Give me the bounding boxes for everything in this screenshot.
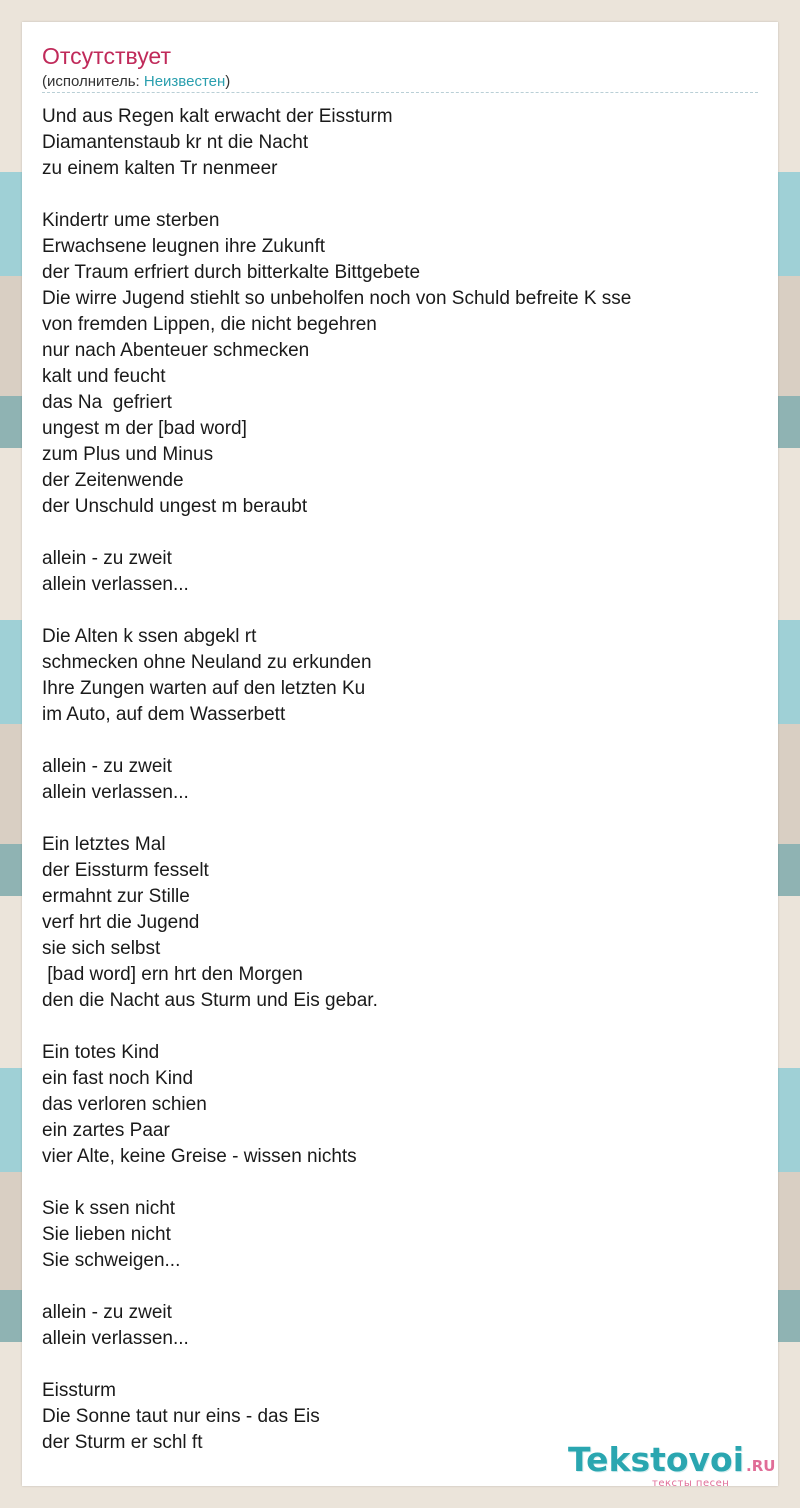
lyric-line [42,806,758,832]
lyric-line [42,520,758,546]
lyric-line: der Zeitenwende [42,470,184,491]
logo-tagline: тексты песен [652,1478,730,1489]
lyric-line: zu einem kalten Tr nenmeer [42,158,278,179]
lyric-line: Die wirre Jugend stiehlt so unbeholfen noch von Schuld befreite K sse [42,288,632,309]
lyric-line: Diamantenstaub kr nt die Nacht [42,132,309,153]
lyric-line: Die Alten k ssen abgekl rt [42,626,257,647]
lyric-line: vier Alte, keine Greise - wissen nichts [42,1146,357,1167]
lyric-line: der Eissturm fesselt [42,860,209,881]
lyric-line: Und aus Regen kalt erwacht der Eissturm [42,106,393,127]
lyric-line: allein verlassen... [42,1328,189,1349]
lyric-line [42,598,758,624]
lyric-line: ermahnt zur Stille [42,886,190,907]
lyric-line: der Unschuld ungest m beraubt [42,496,308,517]
lyric-line: ein zartes Paar [42,1120,170,1141]
lyric-line: [bad word] ern hrt den Morgen [42,964,303,985]
lyric-line: zum Plus und Minus [42,444,214,465]
lyric-line: allein verlassen... [42,782,189,803]
lyric-line: Erwachsene leugnen ihre Zukunft [42,236,326,257]
lyric-line: ein fast noch Kind [42,1068,194,1089]
site-logo[interactable] [568,1440,776,1489]
title-divider [42,92,758,93]
lyric-line: der Traum erfriert durch bitterkalte Bittgebete [42,262,421,283]
lyric-line [42,1352,758,1378]
lyric-line: von fremden Lippen, die nicht begehren [42,314,377,335]
lyric-line: Sie k ssen nicht [42,1198,176,1219]
lyric-line: Sie schweigen... [42,1250,181,1271]
lyric-line: allein - zu zweit [42,1302,172,1323]
lyric-line: sie sich selbst [42,938,161,959]
lyric-line: im Auto, auf dem Wasserbett [42,704,286,725]
lyric-line: Kindertr ume sterben [42,210,220,231]
lyric-line: der Sturm er schl ft [42,1432,203,1453]
lyric-line [42,728,758,754]
lyric-line: Ein totes Kind [42,1042,160,1063]
artist-suffix: ) [225,73,231,90]
lyric-line: Ihre Zungen warten auf den letzten Ku [42,678,366,699]
lyric-line: kalt und feucht [42,366,166,387]
lyric-line: allein verlassen... [42,574,189,595]
lyric-line: allein - zu zweit [42,756,172,777]
artist-link[interactable]: Неизвестен [143,73,226,90]
lyric-line [42,1014,758,1040]
lyric-line: ungest m der [bad word] [42,418,247,439]
lyric-line: Die Sonne taut nur eins - das Eis [42,1406,320,1427]
song-title: Отсутствует [42,43,171,69]
lyric-line [42,1274,758,1300]
logo-tld: .RU [746,1457,776,1475]
lyric-line: nur nach Abenteuer schmecken [42,340,310,361]
lyric-line: Sie lieben nicht [42,1224,171,1245]
lyric-line: allein - zu zweit [42,548,172,569]
lyric-line: das verloren schien [42,1094,207,1115]
logo-brand: Tekstovoi [568,1440,745,1479]
lyric-line: schmecken ohne Neuland zu erkunden [42,652,372,673]
lyric-line [42,1170,758,1196]
lyric-line: verf hrt die Jugend [42,912,200,933]
lyrics-card [22,22,778,1489]
lyric-line: den die Nacht aus Sturm und Eis gebar. [42,990,378,1011]
artist-prefix: (исполнитель: [42,73,144,90]
artist-line [42,73,230,91]
lyrics-text [42,104,758,1456]
lyric-line: Eissturm [42,1380,116,1401]
lyric-line [42,182,758,208]
lyric-line: das Na gefriert [42,392,172,413]
lyric-line: Ein letztes Mal [42,834,166,855]
